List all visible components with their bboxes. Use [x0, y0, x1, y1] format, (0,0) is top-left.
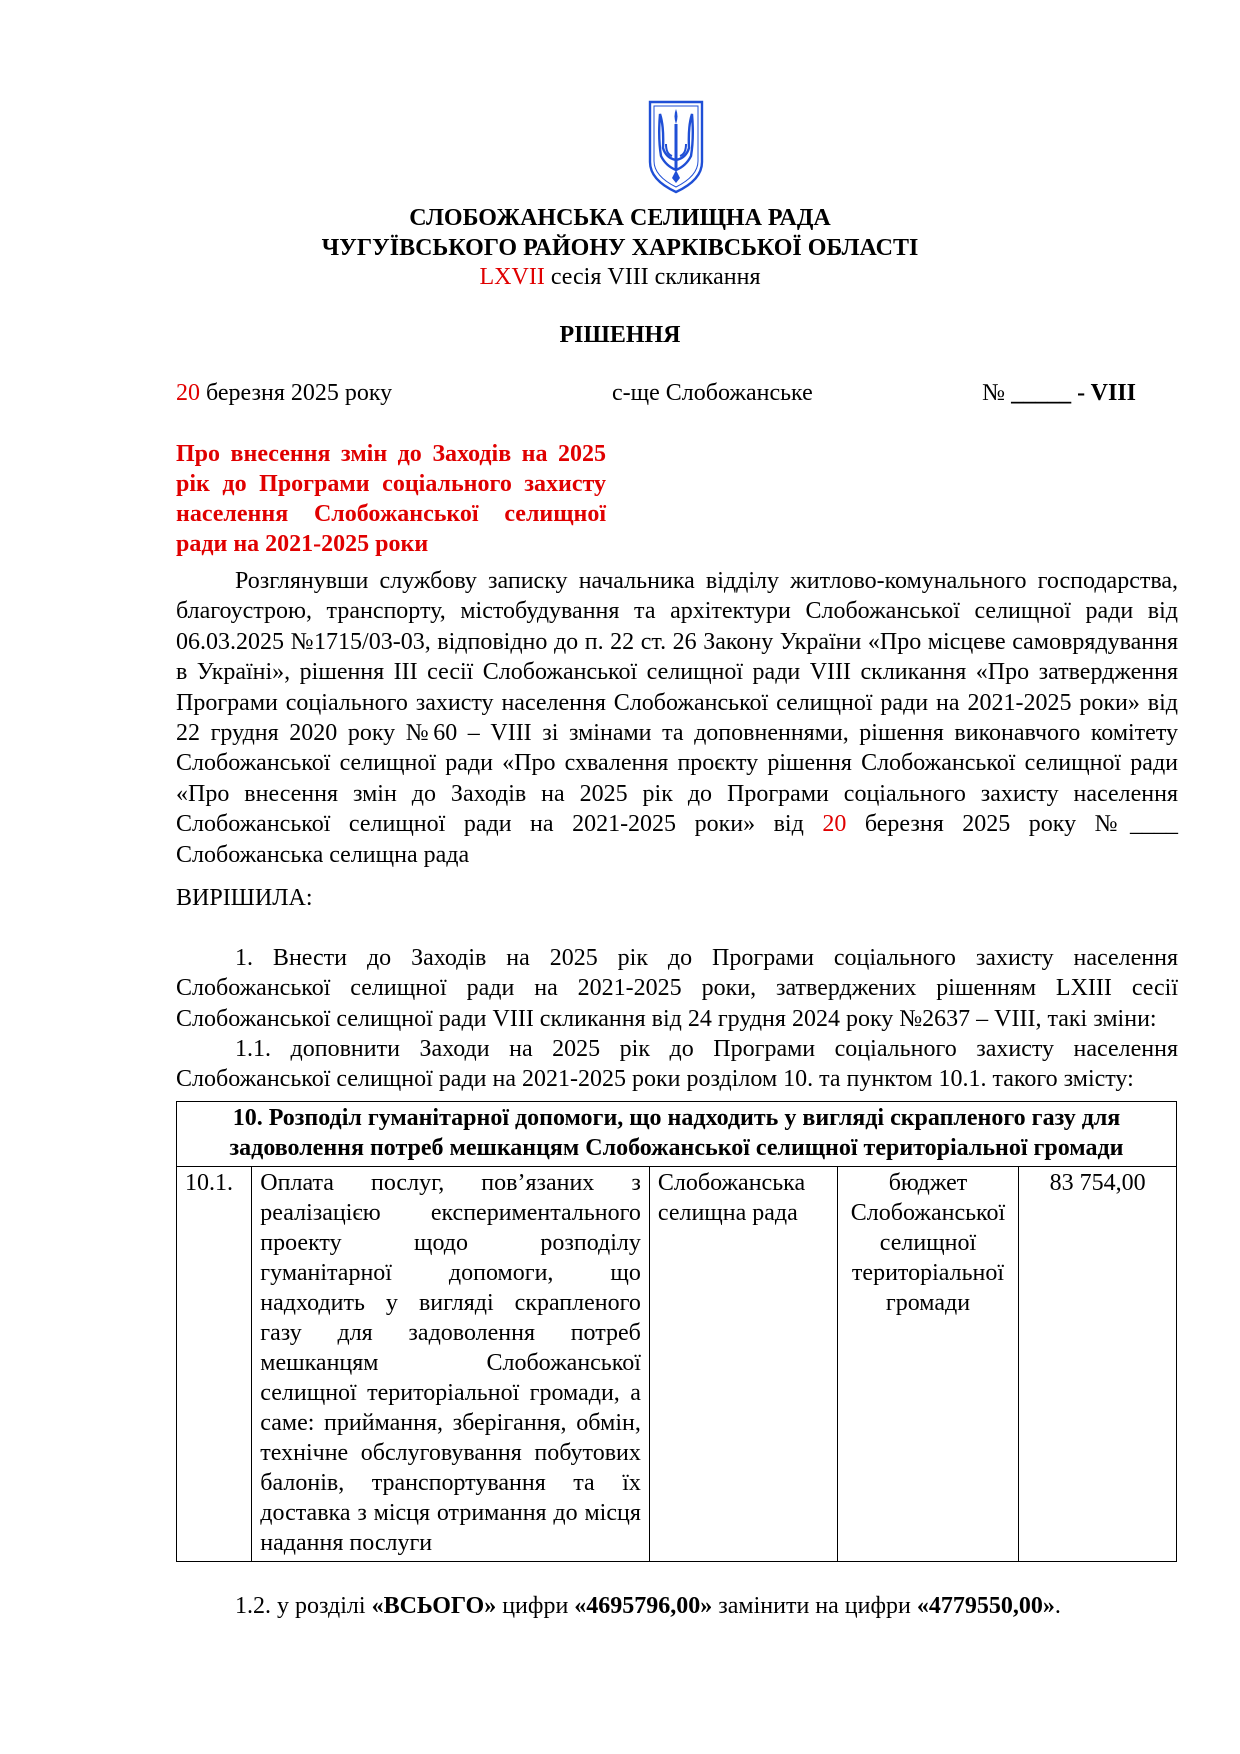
total-section-name: «ВСЬОГО»	[371, 1593, 497, 1619]
document-type-title: РІШЕННЯ	[559, 322, 681, 348]
preamble-paragraph	[176, 566, 1178, 870]
decision-subject: Про внесення змін до Заходів на 2025 рік до Програми соціального захисту населення Слобожанської селищної ради на 2021-2025 роки	[176, 441, 606, 557]
item-1-2-mid2: замінити на цифри	[718, 1593, 911, 1619]
number-label: №	[982, 380, 1006, 406]
measure-number: 10.1.	[177, 1167, 252, 1562]
item-1-2-mid1: цифри	[502, 1593, 569, 1619]
measure-executor: Слобожанська селищна рада	[649, 1167, 837, 1562]
decision-date	[176, 378, 392, 408]
item-1: 1. Внести до Заходів на 2025 рік до Програми соціального захисту населення Слобожанської селищної ради на 2021-2025 роки, затверджених рішенням LXIII сесії Слобожанської селищної ради VIII скликання від 24 грудня 2024 року №2637 – VIII, такі зміни:	[176, 945, 1178, 1032]
measure-description: Оплата послуг, пов’язаних з реалізацією експериментального проекту щодо розподілу гуманітарної допомоги, що надходить у вигляді скрапленого газу для задоволення потреб мешканцям Слобожанської селищної територіальної громади, а саме: приймання, зберігання, обмін, технічне обслуговування побутових балонів, транспортування та їх доставка з місця отримання до місця надання послуги	[252, 1167, 650, 1562]
decision-number	[982, 378, 1136, 408]
table-row	[177, 1167, 1177, 1562]
ukraine-trident-emblem-icon	[646, 100, 706, 194]
number-blank: _____	[1011, 380, 1072, 406]
table-section-row	[177, 1102, 1177, 1167]
session-rest: сесія VIII скликання	[550, 264, 761, 290]
decision-day: 20	[176, 380, 200, 406]
preamble-day: 20	[822, 811, 847, 838]
item-1-2-end: .	[1054, 1593, 1061, 1619]
item-1-1: 1.1. доповнити Заходи на 2025 рік до Програми соціального захисту населення Слобожанської селищної ради на 2021-2025 роки розділом 10. та пунктом 10.1. такого змісту:	[176, 1036, 1178, 1093]
session-number: LXVII	[479, 264, 545, 290]
date-place-number-row	[176, 378, 1136, 408]
item-1-2	[235, 1591, 1061, 1621]
number-suffix: - VIII	[1077, 380, 1136, 406]
decided-heading: ВИРІШИЛА:	[176, 885, 313, 911]
section-10-title: 10. Розподіл гуманітарної допомоги, що надходить у вигляді скрапленого газу для задоволення потреб мешканцям Слобожанської селищної територіальної громади	[177, 1102, 1177, 1167]
preamble-text-end: березня 2025 року №____ Слобожанська селищна рада	[176, 811, 1179, 868]
measure-amount: 83 754,00	[1019, 1167, 1177, 1562]
item-1-2-prefix: 1.2. у розділі	[235, 1593, 366, 1619]
council-name: СЛОБОЖАНСЬКА СЕЛИЩНА РАДА	[409, 205, 831, 231]
preamble-text: Розглянувши службову записку начальника відділу житлово-комунального господарства, благоустрою, транспорту, містобудування та архітектури Слобожанської селищної ради від 06.03.2025 №1715/03-03, відповідно до п. 22 ст. 26 Закону України «Про місцеве самоврядування в Україні», рішення ІІІ сесії Слобожанської селищної ради VIII скликання «Про затвердження Програми соціального захисту населення Слобожанської селищної ради на 2021-2025 роки» від 22 грудня 2020 року №60 – VIII зі змінами та доповненнями, рішення виконавчого комітету Слобожанської селищної ради «Про схвалення проєкту рішення Слобожанської селищної ради «Про внесення змін до Заходів на 2025 рік до Програми соціального захисту населення Слобожанської селищної ради на 2021-2025 роки» від	[176, 568, 1178, 838]
session-line	[0, 262, 1240, 292]
new-total-amount: «4779550,00»	[916, 1593, 1055, 1619]
district-name: ЧУГУЇВСЬКОГО РАЙОНУ ХАРКІВСЬКОЇ ОБЛАСТІ	[321, 235, 919, 261]
measures-table	[176, 1101, 1177, 1562]
old-total-amount: «4695796,00»	[574, 1593, 713, 1619]
measure-funding-source: бюджет Слобожанської селищної територіальної громади	[837, 1167, 1019, 1562]
decision-date-rest: березня 2025 року	[206, 380, 393, 406]
decision-place: с-ще Слобожанське	[612, 380, 813, 406]
